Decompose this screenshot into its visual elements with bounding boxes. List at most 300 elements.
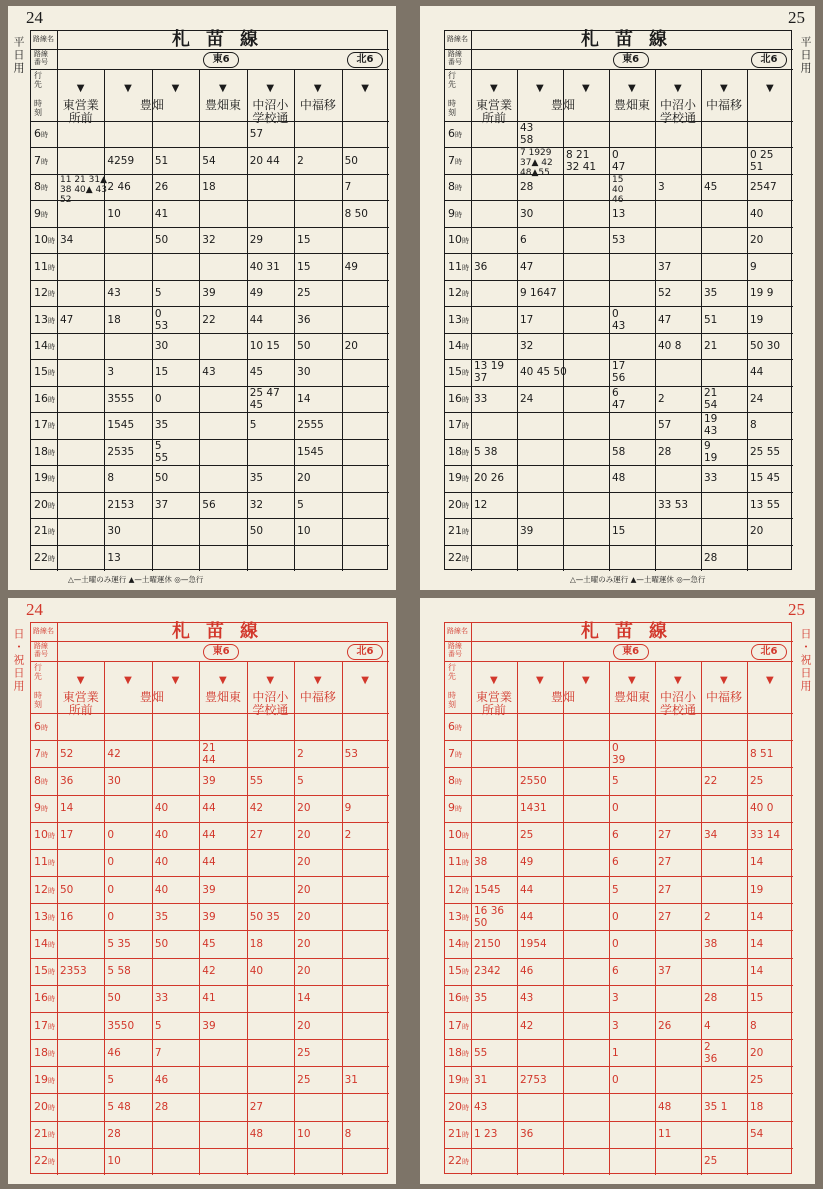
page-number: 24 — [26, 8, 43, 27]
departure-time: 6 — [612, 829, 619, 842]
departure-time: 15 45 — [750, 472, 781, 485]
hour-label: 11時 — [448, 855, 469, 869]
side-label: 平日用 — [799, 36, 812, 75]
departure-time: 2555 — [297, 419, 324, 432]
hour-label: 10時 — [34, 233, 55, 247]
stop-header: 東営業 所前 — [475, 99, 512, 125]
departure-time: 50 — [297, 340, 311, 352]
departure-time: 30 — [297, 366, 311, 379]
hour-label: 11時 — [34, 855, 55, 869]
departure-time: 47 — [520, 260, 534, 273]
departure-time: 20 — [297, 938, 311, 950]
hour-label: 10時 — [34, 828, 55, 842]
down-arrow-icon: ▼ — [490, 675, 498, 686]
route-badge-kita6: 北6 — [751, 52, 787, 68]
departure-time: 1545 — [297, 445, 324, 458]
hour-label: 17時 — [448, 1018, 469, 1032]
hour-label: 19時 — [34, 471, 55, 485]
hour-label: 9時 — [448, 801, 462, 815]
departure-time: 1545 — [474, 883, 501, 896]
departure-time: 51 — [154, 154, 169, 167]
grid-line — [445, 1012, 793, 1013]
departure-time: 19 9 — [750, 287, 774, 300]
hour-label: 13時 — [34, 312, 55, 326]
departure-time: 3 — [107, 366, 115, 379]
departure-time: 1954 — [520, 938, 547, 950]
grid-line — [609, 661, 610, 1175]
departure-time: 5 — [297, 498, 304, 511]
departure-time: 0 — [612, 802, 619, 815]
departure-time: 2 — [297, 747, 304, 760]
grid-line — [445, 958, 793, 959]
hour-label: 8時 — [448, 773, 462, 787]
grid-line — [445, 876, 793, 877]
down-arrow-icon: ▼ — [628, 83, 636, 94]
grid-line — [31, 439, 389, 440]
departure-time: 40 8 — [658, 340, 682, 352]
departure-time: 8 — [750, 1019, 757, 1032]
departure-time: 0 — [612, 910, 619, 923]
departure-time: 44 — [202, 802, 216, 815]
departure-time: 20 — [750, 525, 764, 538]
grid-line — [31, 386, 389, 387]
departure-time: 33 — [154, 992, 169, 1005]
departure-time: 39 — [202, 287, 216, 300]
departure-time: 37 — [154, 498, 169, 511]
departure-time: 40 — [154, 802, 169, 815]
departure-time: 5 38 — [474, 445, 498, 458]
down-arrow-icon: ▼ — [266, 675, 275, 686]
hour-label: 7時 — [448, 746, 462, 760]
departure-time: 0 — [612, 1073, 619, 1086]
grid-line — [563, 661, 564, 1175]
departure-time: 53 — [344, 747, 358, 760]
grid-line — [445, 333, 793, 334]
departure-time: 9 19 — [704, 439, 718, 464]
side-label: 平日用 — [12, 36, 25, 75]
grid-line — [445, 280, 793, 281]
grid-line — [609, 69, 610, 571]
departure-time: 4259 — [107, 154, 135, 167]
departure-time: 38 — [474, 856, 488, 869]
departure-time: 27 — [658, 910, 672, 923]
departure-time: 2 — [344, 829, 352, 842]
stop-header: 豊畑東 — [204, 99, 241, 112]
grid-line — [342, 661, 343, 1175]
grid-line — [31, 69, 389, 70]
departure-time: 10 — [107, 1155, 121, 1168]
grid-line — [31, 200, 389, 201]
grid-line — [342, 69, 343, 571]
departure-time: 14 — [750, 938, 764, 950]
departure-time: 18 — [249, 938, 264, 950]
departure-time: 44 — [202, 856, 216, 869]
departure-time: 2 — [704, 910, 711, 923]
departure-time: 15 — [750, 992, 764, 1005]
departure-time: 1431 — [520, 802, 547, 815]
departure-time: 40 — [750, 207, 764, 220]
hour-label: 21時 — [448, 524, 469, 538]
grid-line — [445, 1093, 793, 1094]
departure-time: 28 — [154, 1101, 169, 1114]
departure-time: 6 — [520, 234, 527, 247]
departure-time: 45 — [704, 181, 718, 194]
departure-time: 10 — [297, 525, 311, 538]
grid-line — [31, 876, 389, 877]
departure-time: 48 — [249, 1128, 264, 1141]
hour-label: 18時 — [448, 1045, 469, 1059]
departure-time: 30 — [520, 207, 534, 220]
departure-time: 28 — [704, 551, 718, 564]
stop-header: 豊畑 — [139, 99, 164, 112]
departure-time: 16 — [60, 910, 74, 923]
grid-line — [517, 661, 518, 1175]
grid-line — [31, 333, 389, 334]
departure-time: 45 — [202, 938, 216, 950]
departure-time: 31 — [344, 1073, 358, 1086]
route-badge-higashi6: 東6 — [203, 644, 239, 660]
departure-time: 20 — [344, 340, 358, 352]
departure-time: 14 — [750, 856, 764, 869]
grid-line — [445, 930, 793, 931]
down-arrow-icon: ▼ — [766, 675, 774, 686]
departure-time: 55 — [474, 1046, 488, 1059]
grid-line — [31, 1121, 389, 1122]
hour-label: 9時 — [34, 801, 48, 815]
departure-time: 27 — [658, 829, 672, 842]
departure-time: 46 — [154, 1073, 169, 1086]
down-arrow-icon: ▼ — [219, 675, 227, 686]
hour-label: 22時 — [34, 550, 55, 564]
grid-line — [445, 200, 793, 201]
departure-time: 29 — [249, 234, 264, 247]
departure-time: 6 47 — [612, 386, 626, 411]
departure-time: 47 — [60, 313, 74, 326]
hour-label: 18時 — [34, 1045, 55, 1059]
grid-line — [31, 359, 389, 360]
departure-time: 28 — [107, 1128, 121, 1141]
hour-label: 6時 — [448, 127, 462, 141]
grid-line — [445, 767, 793, 768]
departure-time: 58 — [612, 445, 626, 458]
departure-time: 17 — [520, 313, 534, 326]
grid-line — [31, 903, 389, 904]
departure-time: 18 — [202, 181, 216, 194]
departure-time: 54 — [750, 1128, 764, 1141]
departure-time: 2 46 — [107, 181, 131, 194]
grid-line — [31, 465, 389, 466]
grid-line — [445, 545, 793, 546]
stop-header: 東営業 所前 — [475, 691, 512, 717]
departure-time: 16 36 50 — [474, 904, 505, 929]
departure-time: 2753 — [520, 1073, 547, 1086]
departure-time: 44 — [520, 910, 534, 923]
departure-time: 2 36 — [704, 1040, 718, 1065]
route-badge-kita6: 北6 — [751, 644, 787, 660]
route-number-label: 路線番号 — [448, 642, 462, 658]
grid-line — [747, 661, 748, 1175]
grid-line — [31, 280, 389, 281]
departure-time: 15 — [154, 366, 169, 379]
departure-time: 5 — [612, 883, 619, 896]
departure-time: 20 — [297, 829, 311, 842]
hour-label: 7時 — [34, 746, 48, 760]
departure-time: 50 — [154, 472, 169, 485]
departure-time: 36 — [520, 1128, 534, 1141]
route-title: 札苗線 — [581, 621, 683, 642]
hour-label: 21時 — [34, 1127, 55, 1141]
departure-time: 27 — [249, 1101, 264, 1114]
grid-line — [31, 227, 389, 228]
route-title: 札苗線 — [581, 29, 683, 50]
departure-time: 40 — [249, 965, 264, 978]
hour-label: 7時 — [448, 153, 462, 167]
timetable-grid — [444, 30, 792, 570]
departure-time: 42 — [249, 802, 264, 815]
departure-time: 33 — [704, 472, 718, 485]
hour-label: 13時 — [448, 909, 469, 923]
hour-label: 14時 — [448, 937, 469, 950]
departure-time: 8 — [107, 472, 115, 485]
hour-label: 9時 — [34, 206, 48, 220]
departure-time: 44 — [202, 829, 216, 842]
route-badge-kita6: 北6 — [347, 52, 383, 68]
grid-line — [104, 69, 105, 571]
departure-time: 3550 — [107, 1019, 135, 1032]
down-arrow-icon: ▼ — [171, 675, 180, 686]
departure-time: 39 — [520, 525, 534, 538]
departure-time: 5 — [297, 774, 304, 787]
hour-label: 18時 — [34, 444, 55, 458]
departure-time: 32 — [520, 340, 534, 352]
departure-time: 5 58 — [107, 965, 131, 978]
destination-label: 行先 — [34, 663, 42, 681]
grid-line — [31, 147, 389, 148]
departure-time: 22 — [202, 313, 216, 326]
departure-time: 2 — [297, 154, 304, 167]
departure-time: 36 — [474, 260, 488, 273]
grid-line — [701, 69, 702, 571]
hour-label: 10時 — [448, 233, 469, 247]
departure-time: 0 — [107, 829, 115, 842]
route-title: 札苗線 — [172, 29, 274, 50]
departure-time: 20 — [750, 234, 764, 247]
departure-time: 41 — [154, 207, 169, 220]
down-arrow-icon: ▼ — [76, 675, 85, 686]
down-arrow-icon: ▼ — [313, 83, 322, 94]
hour-label: 8時 — [34, 773, 48, 787]
route-name-label: 路線名 — [33, 35, 54, 43]
hour-label: 15時 — [448, 964, 469, 978]
departure-time: 42 — [107, 747, 121, 760]
departure-time: 8 50 — [344, 207, 368, 220]
departure-time: 56 — [202, 498, 216, 511]
departure-time: 0 43 — [612, 307, 626, 332]
grid-line — [31, 930, 389, 931]
grid-line — [445, 227, 793, 228]
down-arrow-icon: ▼ — [536, 83, 544, 94]
hour-label: 18時 — [448, 444, 469, 458]
grid-line — [31, 306, 389, 307]
stop-header: 中福移 — [705, 691, 742, 704]
grid-line — [294, 69, 295, 571]
route-badge-higashi6: 東6 — [203, 52, 239, 68]
departure-time: 35 — [249, 472, 264, 485]
departure-time: 2353 — [60, 965, 87, 978]
departure-time: 36 — [297, 313, 311, 326]
departure-time: 22 — [704, 774, 718, 787]
hour-label: 13時 — [34, 909, 55, 923]
departure-time: 20 — [750, 1046, 764, 1059]
timetable-grid — [30, 30, 388, 570]
departure-time: 5 — [249, 419, 257, 432]
departure-time: 5 — [612, 774, 619, 787]
departure-time: 35 — [474, 992, 488, 1005]
destination-label: 行先 — [34, 71, 42, 89]
hour-label: 21時 — [34, 524, 55, 538]
timetable-page — [420, 6, 815, 590]
departure-time: 35 1 — [704, 1101, 728, 1114]
grid-line — [655, 661, 656, 1175]
departure-time: 27 — [658, 856, 672, 869]
departure-time: 5 — [154, 1019, 162, 1032]
departure-time: 50 35 — [249, 910, 280, 923]
departure-time: 43 — [520, 992, 534, 1005]
departure-time: 19 — [750, 883, 764, 896]
stop-header: 豊畑東 — [613, 99, 650, 112]
timetable-page — [8, 598, 396, 1184]
down-arrow-icon: ▼ — [361, 675, 369, 686]
departure-time: 37 — [658, 260, 672, 273]
departure-time: 46 — [520, 965, 534, 978]
stop-header: 中沼小 学校通 — [252, 99, 289, 125]
departure-time: 40 0 — [750, 802, 774, 815]
route-badge-higashi6: 東6 — [613, 644, 649, 660]
departure-time: 51 — [704, 313, 718, 326]
departure-time: 39 — [202, 1019, 216, 1032]
departure-time: 50 — [107, 992, 121, 1005]
departure-time: 9 1647 — [520, 287, 557, 300]
grid-line — [199, 69, 200, 571]
departure-time: 11 — [658, 1128, 672, 1141]
departure-time: 20 — [297, 883, 311, 896]
down-arrow-icon: ▼ — [76, 83, 85, 94]
departure-time: 28 — [520, 181, 534, 194]
grid-line — [701, 661, 702, 1175]
departure-time: 10 15 — [249, 340, 280, 352]
departure-time: 44 — [520, 883, 534, 896]
departure-time: 14 — [297, 992, 311, 1005]
departure-time: 13 19 37 — [474, 360, 505, 385]
down-arrow-icon: ▼ — [720, 83, 728, 94]
hour-label: 9時 — [448, 206, 462, 220]
down-arrow-icon: ▼ — [219, 83, 227, 94]
departure-time: 0 53 — [154, 307, 169, 332]
hour-label: 19時 — [34, 1072, 55, 1086]
departure-time: 44 — [750, 366, 764, 379]
departure-time: 25 — [297, 287, 311, 300]
departure-time: 13 — [612, 207, 626, 220]
time-label: 時刻 — [448, 691, 456, 709]
timetable-grid — [30, 622, 388, 1174]
departure-time: 24 — [520, 392, 534, 405]
departure-time: 0 — [107, 856, 115, 869]
grid-line — [445, 795, 793, 796]
hour-label: 6時 — [448, 719, 462, 733]
hour-label: 11時 — [448, 259, 469, 273]
stop-header: 中福移 — [705, 99, 742, 112]
departure-time: 0 — [107, 910, 115, 923]
hour-label: 12時 — [34, 286, 55, 300]
departure-time: 3 — [612, 1019, 619, 1032]
departure-time: 15 — [297, 234, 311, 247]
departure-time: 2 — [658, 392, 665, 405]
departure-time: 39 — [202, 774, 216, 787]
grid-line — [31, 1039, 389, 1040]
grid-line — [445, 849, 793, 850]
stop-header: 豊畑 — [139, 691, 164, 704]
departure-time: 0 47 — [612, 148, 626, 173]
departure-time: 14 — [750, 965, 764, 978]
departure-time: 39 — [202, 910, 216, 923]
stop-header: 中福移 — [299, 691, 336, 704]
departure-time: 20 — [297, 802, 311, 815]
departure-time: 33 — [474, 392, 488, 405]
departure-time: 18 — [107, 313, 121, 326]
stop-header: 東営業 所前 — [62, 99, 99, 125]
down-arrow-icon: ▼ — [266, 83, 275, 94]
departure-time: 13 — [107, 551, 121, 564]
grid-line — [445, 1066, 793, 1067]
grid-line — [104, 661, 105, 1175]
departure-time: 50 — [344, 154, 358, 167]
stop-header: 中沼小 学校通 — [252, 691, 289, 717]
departure-time: 7 1929 37▲ 42 48▲55 — [520, 148, 553, 179]
departure-time: 49 — [520, 856, 534, 869]
hour-label: 11時 — [34, 259, 55, 273]
grid-line — [31, 767, 389, 768]
departure-time: 20 — [297, 472, 311, 485]
departure-time: 57 — [249, 128, 264, 141]
stop-header: 豊畑東 — [204, 691, 241, 704]
hour-label: 16時 — [448, 391, 469, 405]
grid-line — [247, 69, 248, 571]
departure-time: 15 — [612, 525, 626, 538]
departure-time: 34 — [704, 829, 718, 842]
departure-time: 50 — [154, 234, 169, 247]
hour-label: 7時 — [34, 153, 48, 167]
departure-time: 1 — [612, 1046, 619, 1059]
departure-time: 37 — [658, 965, 672, 978]
departure-time: 49 — [249, 287, 264, 300]
departure-time: 27 — [658, 883, 672, 896]
departure-time: 3 — [658, 181, 665, 194]
departure-time: 13 55 — [750, 498, 781, 511]
grid-line — [31, 545, 389, 546]
time-label: 時刻 — [34, 99, 42, 117]
hour-label: 16時 — [448, 991, 469, 1005]
hour-label: 19時 — [448, 1072, 469, 1086]
hour-label: 12時 — [34, 882, 55, 896]
departure-time: 18 — [750, 1101, 764, 1114]
departure-time: 14 — [297, 392, 311, 405]
hour-label: 20時 — [34, 497, 55, 511]
departure-time: 10 — [107, 207, 121, 220]
grid-line — [445, 661, 793, 662]
departure-time: 32 — [202, 234, 216, 247]
stop-header: 東営業 所前 — [62, 691, 99, 717]
down-arrow-icon: ▼ — [582, 675, 590, 686]
